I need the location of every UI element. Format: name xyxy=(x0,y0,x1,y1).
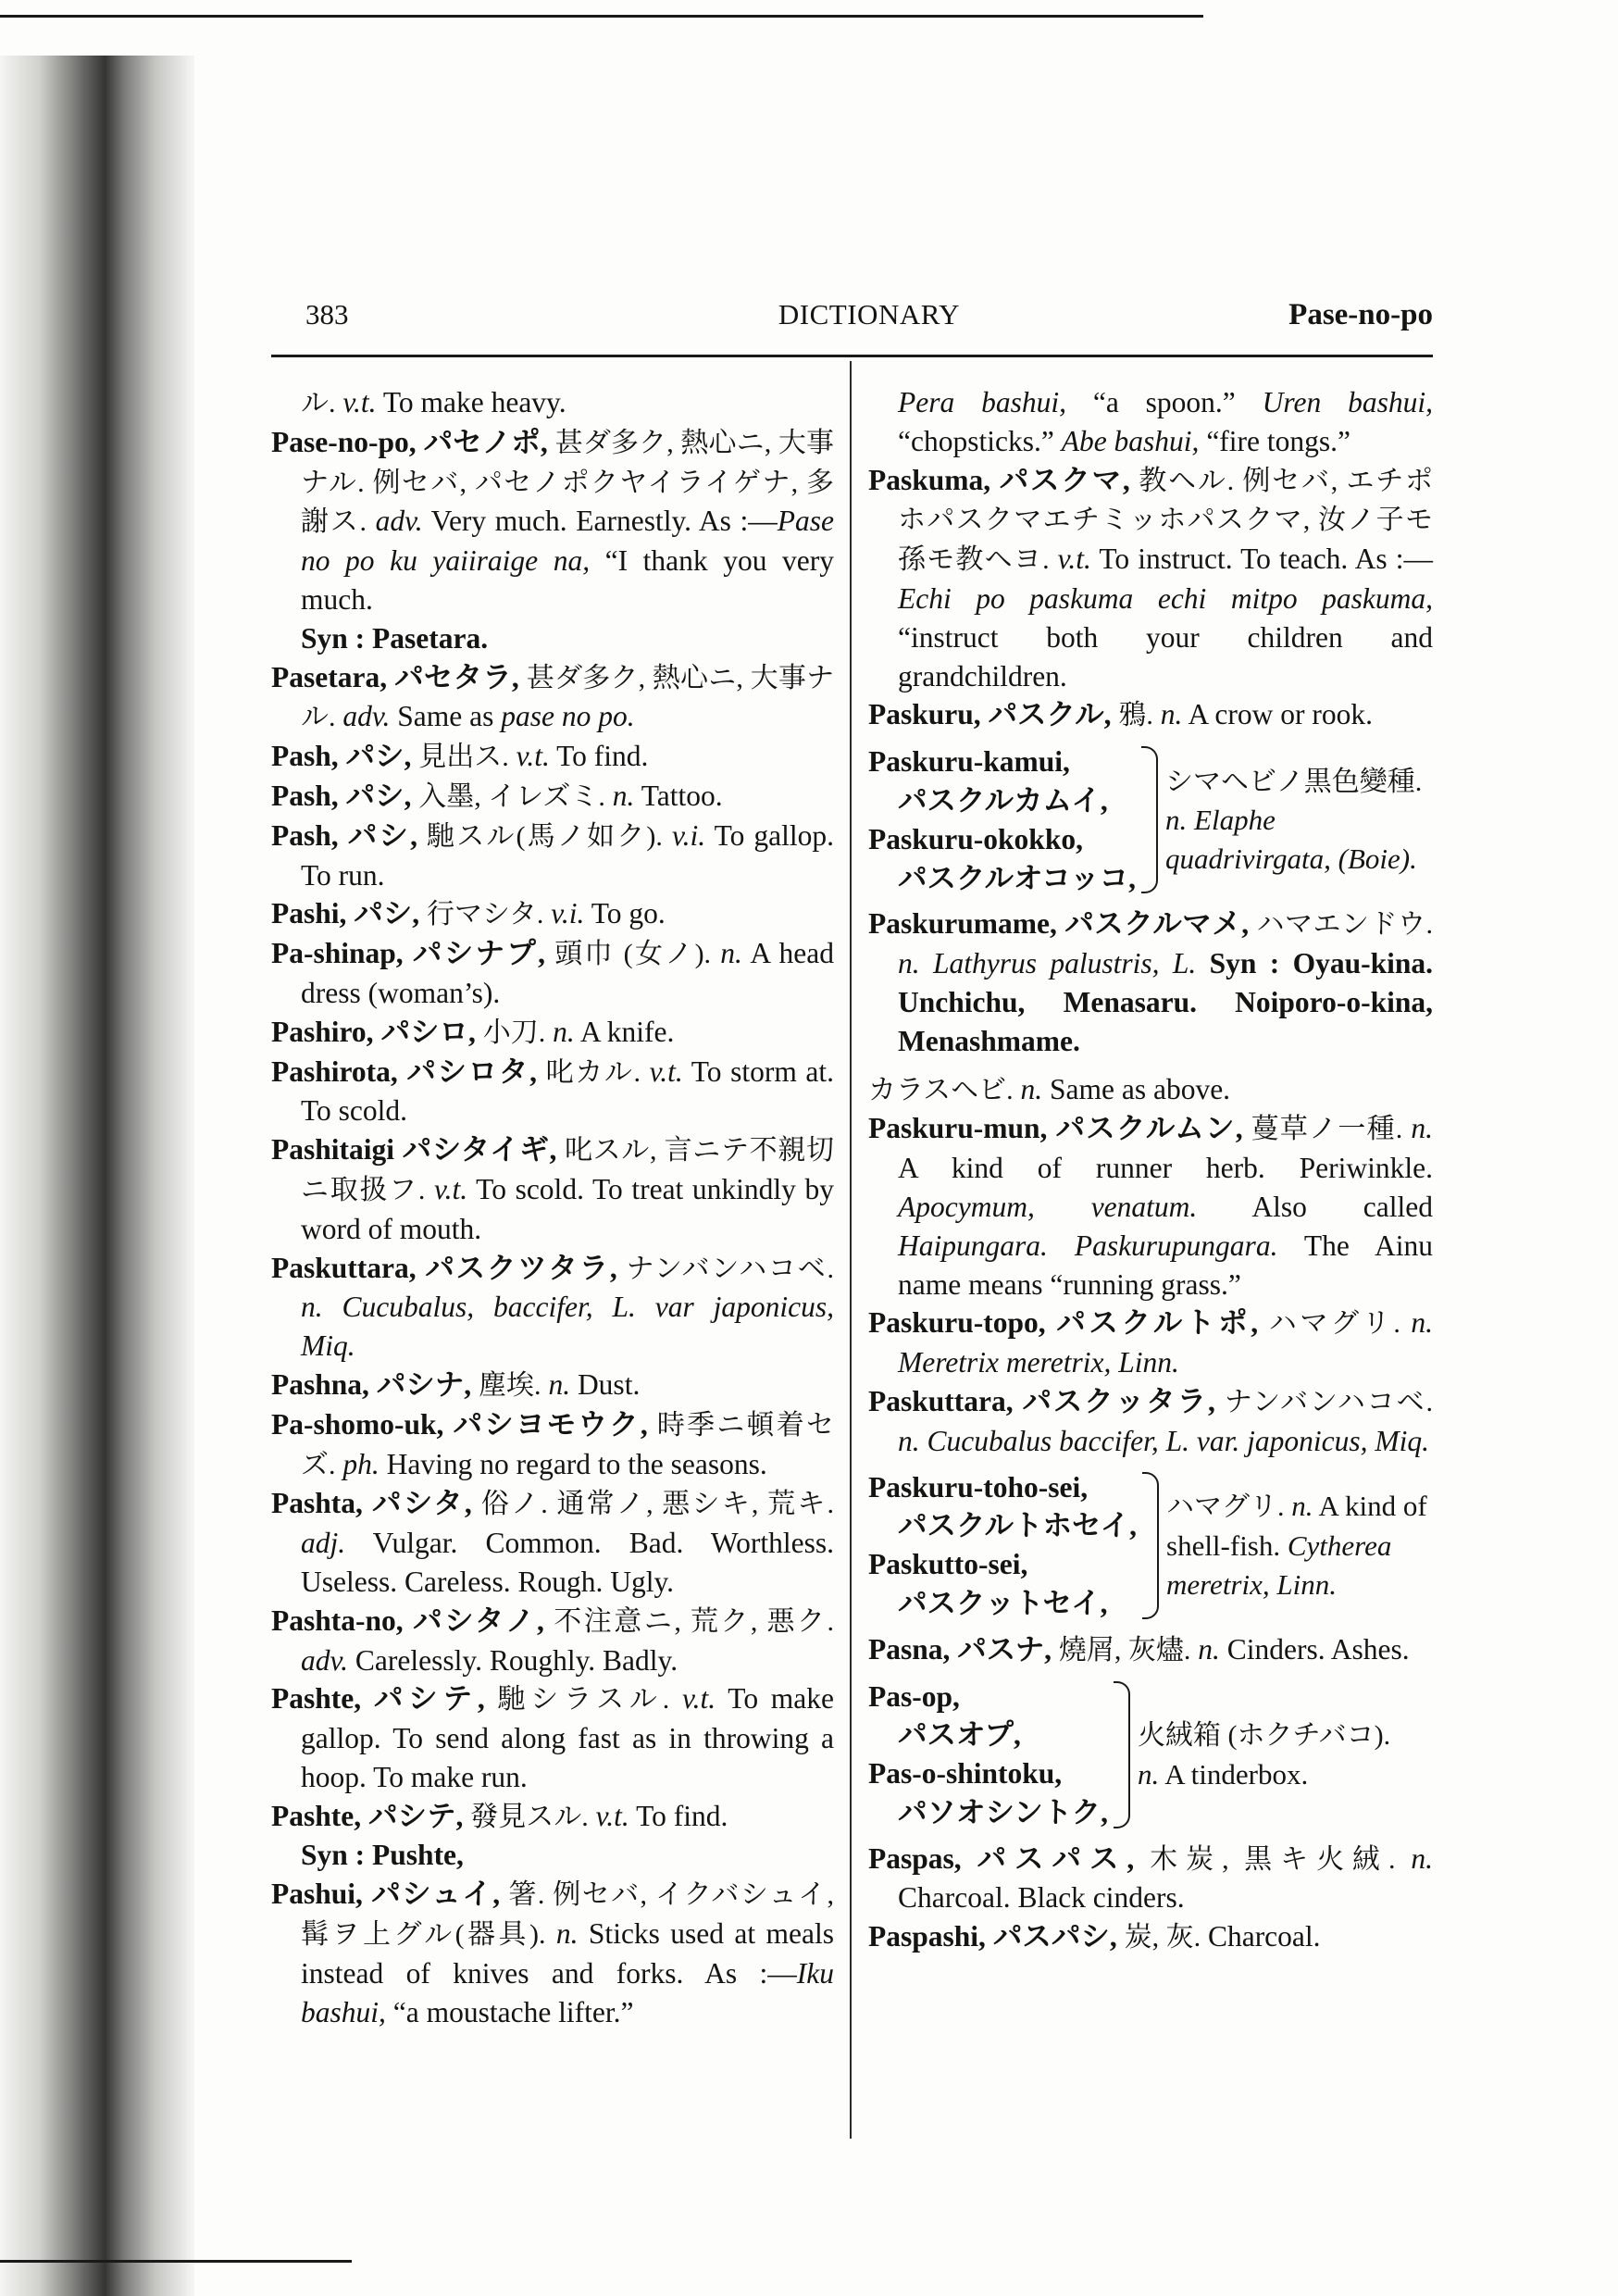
entry-paskuma: Paskuma, パスクマ, 教ヘル. 例セバ, エチポホパスクマエチミッホパスクマ, 汝ノ子モ孫モ教ヘヨ. v.t. To instruct. To teach. As :—Echi po paskuma echi mitpo paskuma, “instruct both your children and grandchildren. xyxy=(868,463,1434,693)
entry-pash-tattoo: Pash, パシ, 入墨, イレズミ. n. Tattoo. xyxy=(271,779,723,812)
entry-paskuru-mun: Paskuru-mun, パスクルムン, 蔓草ノ一種. n. A kind of runner herb. Periwinkle. Apocymum, venatum. Also called Haipungara. Paskurupungara. The Ainu name means “running grass.” xyxy=(868,1112,1434,1301)
group-definition: ハマグリ. n. A kind of shell-fish. Cytherea meretrix, Linn. xyxy=(1166,1489,1427,1601)
header-rule xyxy=(271,355,1433,357)
bracket xyxy=(1141,746,1158,893)
entry-pashte-gallop: Pashte, パシテ, 馳シラスル. v.t. To make gallop. To send along fast as in throwing a hoop. To make run. xyxy=(271,1682,835,1793)
entry-continuation: ル. v.t. To make heavy. xyxy=(301,386,566,418)
entry-pashte-find: Pashte, パシテ, 發見スル. v.t. To find. Syn : Pushte, xyxy=(271,1799,728,1872)
entry-pashiro: Pashiro, パシロ, 小刀. n. A knife. xyxy=(271,1015,675,1048)
entry-paspas: Paspas, パスパス, 木炭, 黒キ火絨. n. Charcoal. Black cinders. xyxy=(868,1841,1434,1915)
group-headword: Paskutto-sei, xyxy=(868,1548,1028,1581)
group-headword: Pas-o-shintoku, xyxy=(868,1757,1063,1791)
book-spine-shadow xyxy=(0,56,194,2296)
entry-paskuru: Paskuru, パスクル, 鴉. n. A crow or rook. xyxy=(868,698,1373,731)
entry-group-pas-op xyxy=(868,1678,1433,1832)
group-definition: シマヘビノ黒色變種. n. Elaphe quadrivirgata, (Boie). xyxy=(1165,766,1423,876)
left-column xyxy=(271,383,834,2031)
entry-same-as-above: カラスヘビ. n. Same as above. xyxy=(868,1072,1231,1105)
group-headword: Paskuru-toho-sei, xyxy=(868,1470,1089,1504)
entry-pa-shinap: Pa-shinap, パシナプ, 頭巾 (女ノ). n. A head dress (woman’s). xyxy=(271,937,834,1009)
entry-paskuru-topo: Paskuru-topo, パスクルトポ, ハマグリ. n. Meretrix meretrix, Linn. xyxy=(868,1306,1434,1379)
entry-pashui: Pashui, パシュイ, 箸. 例セバ, イクバシュイ, 髯ヲ上グル(器具). n. Sticks used at meals instead of knives and forks. As :—Iku bashui, “a moustache lifter.” xyxy=(271,1878,835,2028)
entry-pase-no-po: Pase-no-po, パセノポ, 甚ダ多ク, 熱心ニ, 大事ナル. 例セバ, パセノポクヤイライゲナ, 多謝ス. adv. Very much. Earnestly. As :—Pase no po ku yaiiraige na, “I thank you very much. Syn : Pasetara. xyxy=(271,425,835,655)
entry-paskurumame: Paskurumame, パスクルマメ, ハマエンドウ. n. Lathyrus palustris, L. Syn : Oyau-kina. Unchichu, Menasaru. Noiporo-o-kina, Menashmame. xyxy=(868,907,1434,1057)
bracket xyxy=(1114,1681,1130,1828)
entry-pash-find: Pash, パシ, 見出ス. v.t. To find. xyxy=(271,740,649,773)
entry-group-paskuru-kamui xyxy=(868,742,1433,897)
page-number: 383 xyxy=(305,298,349,331)
entry-pa-shomo-uk: Pa-shomo-uk, パシヨモウク, 時季ニ頓着セズ. ph. Having no regard to the seasons. xyxy=(271,1407,835,1480)
entry-pasetara: Pasetara, パセタラ, 甚ダ多ク, 熱心ニ, 大事ナル. adv. Same as pase no po. xyxy=(271,660,835,733)
group-kana: パソオシントク, xyxy=(898,1795,1108,1828)
right-column xyxy=(868,383,1433,1957)
entry-continuation-pashui: Pera bashui, “a spoon.” Uren bashui, “chopsticks.” Abe bashui, “fire tongs.” xyxy=(898,386,1433,457)
entry-pashirota: Pashirota, パシロタ, 叱カル. v.t. To storm at. To scold. xyxy=(271,1054,835,1128)
entry-paskuttara-right: Paskuttara, パスクッタラ, ナンバンハコベ. n. Cucubalus baccifer, L. var. japonicus, Miq. xyxy=(868,1384,1433,1457)
entry-pashitaigi: Pashitaigi パシタイギ, 叱スル, 言ニテ不親切ニ取扱フ. v.t. To scold. To treat unkindly by word of mouth. xyxy=(271,1133,835,1245)
top-edge-rule xyxy=(0,15,1203,18)
entry-paskuttara-left: Paskuttara, パスクツタラ, ナンバンハコベ. n. Cucubalus, baccifer, L. var japonicus, Miq. xyxy=(271,1251,835,1363)
entry-pashta-no: Pashta-no, パシタノ, 不注意ニ, 荒ク, 悪ク. adv. Carelessly. Roughly. Badly. xyxy=(271,1603,835,1677)
group-kana: パスオプ, xyxy=(898,1718,1021,1752)
page-header xyxy=(305,298,1433,344)
group-headword: Paskuru-okokko, xyxy=(868,822,1083,855)
bottom-edge-rule xyxy=(0,2260,352,2263)
group-kana: パスクットセイ, xyxy=(898,1586,1108,1619)
entry-pashna: Pashna, パシナ, 塵埃. n. Dust. xyxy=(271,1367,641,1401)
group-kana: パスクルカムイ, xyxy=(898,783,1108,817)
column-divider xyxy=(850,361,852,2139)
entry-pashta: Pashta, パシタ, 俗ノ. 通常ノ, 悪シキ, 荒キ. adj. Vulgar. Common. Bad. Worthless. Useless. Careless. Rough. Ugly. xyxy=(271,1487,835,1598)
running-title: DICTIONARY xyxy=(778,298,961,331)
guide-word: Pase-no-po xyxy=(1288,298,1433,331)
entry-pash-gallop: Pash, パシ, 馳スル(馬ノ如ク). v.i. To gallop. To run. xyxy=(271,818,835,892)
bracket xyxy=(1142,1472,1159,1619)
group-definition: 火絨箱 (ホクチバコ). n. A tinderbox. xyxy=(1137,1719,1391,1791)
entry-pasna: Pasna, パスナ, 燒屑, 灰燼. n. Cinders. Ashes. xyxy=(868,1632,1410,1666)
group-kana: パスクルトホセイ, xyxy=(898,1509,1137,1542)
group-headword: Paskuru-kamui, xyxy=(868,745,1070,779)
entry-group-paskuru-toho-sei xyxy=(868,1468,1433,1623)
entry-pashi: Pashi, パシ, 行マシタ. v.i. To go. xyxy=(271,897,666,930)
entry-paspashi: Paspashi, パスパシ, 炭, 灰. Charcoal. xyxy=(868,1920,1321,1953)
group-kana: パスクルオコッコ, xyxy=(898,861,1137,894)
group-headword: Pas-op, xyxy=(868,1679,960,1713)
